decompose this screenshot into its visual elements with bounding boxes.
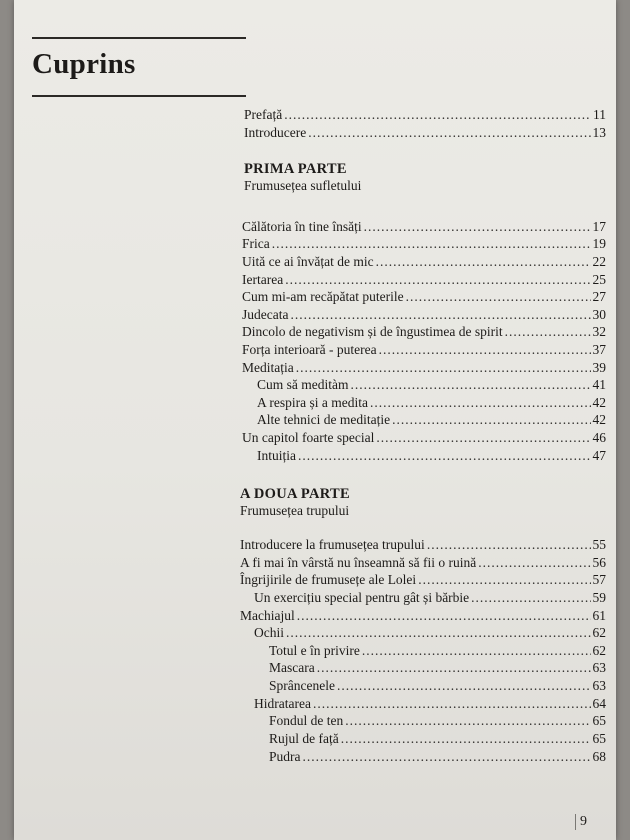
toc-entry-page: 62 [592,625,606,640]
toc-entry-title: Uită ce ai învățat de mic [242,254,374,269]
toc-entry [242,218,606,235]
toc-entry-title: Meditația [242,360,294,375]
toc-leader-dots [296,359,591,376]
toc-entry-page: 68 [592,749,606,764]
toc-entry-page: 42 [592,395,606,410]
toc-leader-dots [341,730,591,747]
toc-entry-title: A respira și a medita [257,395,368,410]
book-page [14,0,616,840]
toc-leader-dots [364,218,591,235]
toc-entry-title: Forța interioară - puterea [242,342,377,357]
toc-entry-title: Pudra [269,749,301,764]
toc-entry-page: 17 [592,219,606,234]
toc-entry-title: Fondul de ten [269,713,344,728]
toc-entry-title: Hidratarea [254,696,311,711]
part-two-title: A DOUA PARTE [240,486,350,502]
toc-entry-page: 55 [592,537,606,552]
toc-leader-dots [284,106,591,123]
toc-leader-dots [406,288,591,305]
toc-entry [257,376,606,393]
toc-entry-page: 61 [592,608,606,623]
page-title: Cuprins [32,48,136,80]
toc-entry-title: Introducere la frumusețea trupului [240,537,425,552]
part-one-subtitle: Frumusețea sufletului [244,178,362,193]
toc-entry [242,341,606,358]
toc-leader-dots [290,306,590,323]
toc-entry-page: 37 [592,342,606,357]
toc-leader-dots [303,748,591,765]
toc-entry-page: 57 [592,572,606,587]
toc-entry-title: Introducere [244,125,307,140]
toc-entry-page: 39 [592,360,606,375]
toc-entry-title: Iertarea [242,272,284,287]
toc-entry-title: Dincolo de negativism și de îngustimea de spirit [242,324,503,339]
toc-entry [240,554,606,571]
toc-entry [257,411,606,428]
toc-entry [242,288,606,305]
toc-entry [254,589,606,606]
toc-entry [242,359,606,376]
toc-entry-page: 32 [592,324,606,339]
table-of-contents [14,0,616,840]
toc-entry-page: 11 [593,107,606,122]
toc-entry-title: Un exercițiu special pentru gât și bărbie [254,590,470,605]
toc-leader-dots [285,271,590,288]
toc-entry-page: 63 [592,678,606,693]
toc-leader-dots [376,429,590,446]
toc-entry-page: 62 [592,643,606,658]
toc-entry [242,306,606,323]
folio-divider [575,814,576,830]
toc-entry-title: Cum să meditàm [257,377,349,392]
toc-leader-dots [471,589,590,606]
toc-entry-page: 47 [592,448,606,463]
toc-leader-dots [418,571,590,588]
toc-leader-dots [427,536,591,553]
toc-leader-dots [298,447,591,464]
toc-entry [240,571,606,588]
toc-entry-page: 22 [592,254,606,269]
toc-leader-dots [478,554,590,571]
toc-entry [257,447,606,464]
toc-leader-dots [313,695,591,712]
toc-entry-title: Rujul de față [269,731,339,746]
toc-entry-page: 56 [592,555,606,570]
toc-entry-title: Intuiția [257,448,296,463]
toc-entry-page: 64 [592,696,606,711]
toc-entry-page: 42 [592,412,606,427]
toc-entry [242,253,606,270]
toc-entry-title: Călătoria în tine însăți [242,219,362,234]
toc-leader-dots [297,607,591,624]
toc-leader-dots [337,677,591,694]
toc-entry-page: 63 [592,660,606,675]
toc-entry [244,106,606,123]
toc-entry-page: 59 [592,590,606,605]
toc-entry [240,536,606,553]
toc-entry [254,695,606,712]
toc-entry-page: 46 [592,430,606,445]
toc-leader-dots [308,124,590,141]
toc-leader-dots [317,659,591,676]
toc-entry [240,607,606,624]
toc-entry-title: Cum mi-am recăpătat puterile [242,289,404,304]
part-two-subtitle: Frumusețea trupului [240,503,350,518]
toc-leader-dots [392,411,590,428]
toc-entry-title: Un capitol foarte special [242,430,375,445]
toc-leader-dots [345,712,590,729]
toc-entry-title: Prefață [244,107,283,122]
toc-entry-page: 27 [592,289,606,304]
toc-entry [257,394,606,411]
toc-entry-title: Mascara [269,660,315,675]
toc-entry-title: Totul e în privire [269,643,360,658]
toc-leader-dots [351,376,591,393]
toc-leader-dots [370,394,591,411]
part-one-title: PRIMA PARTE [244,161,347,177]
toc-entry-page: 41 [592,377,606,392]
toc-leader-dots [379,341,591,358]
toc-leader-dots [286,624,591,641]
toc-entry [269,712,606,729]
page-number: 9 [580,814,587,829]
toc-entry [269,677,606,694]
toc-leader-dots [376,253,591,270]
toc-entry [269,730,606,747]
toc-entry-page: 19 [592,236,606,251]
toc-entry-title: Judecata [242,307,289,322]
toc-entry-title: Machiajul [240,608,295,623]
toc-entry-page: 65 [592,713,606,728]
toc-entry [242,323,606,340]
toc-entry [269,748,606,765]
toc-entry-page: 30 [592,307,606,322]
toc-entry-title: Frica [242,236,270,251]
toc-entry [242,235,606,252]
toc-entry-page: 65 [592,731,606,746]
toc-entry [254,624,606,641]
toc-leader-dots [272,235,591,252]
toc-entry-page: 25 [592,272,606,287]
toc-entry [269,659,606,676]
toc-entry-page: 13 [592,125,606,140]
toc-leader-dots [505,323,591,340]
toc-entry [242,429,606,446]
toc-entry [242,271,606,288]
toc-entry-title: Alte tehnici de meditație [257,412,391,427]
toc-entry-title: Sprâncenele [269,678,335,693]
toc-entry [244,124,606,141]
toc-entry-title: A fi mai în vârstă nu înseamnă să fii o ruină [240,555,477,570]
toc-entry-title: Ochii [254,625,284,640]
toc-leader-dots [362,642,591,659]
toc-entry-title: Îngrijirile de frumusețe ale Lolei [240,572,417,587]
toc-entry [269,642,606,659]
